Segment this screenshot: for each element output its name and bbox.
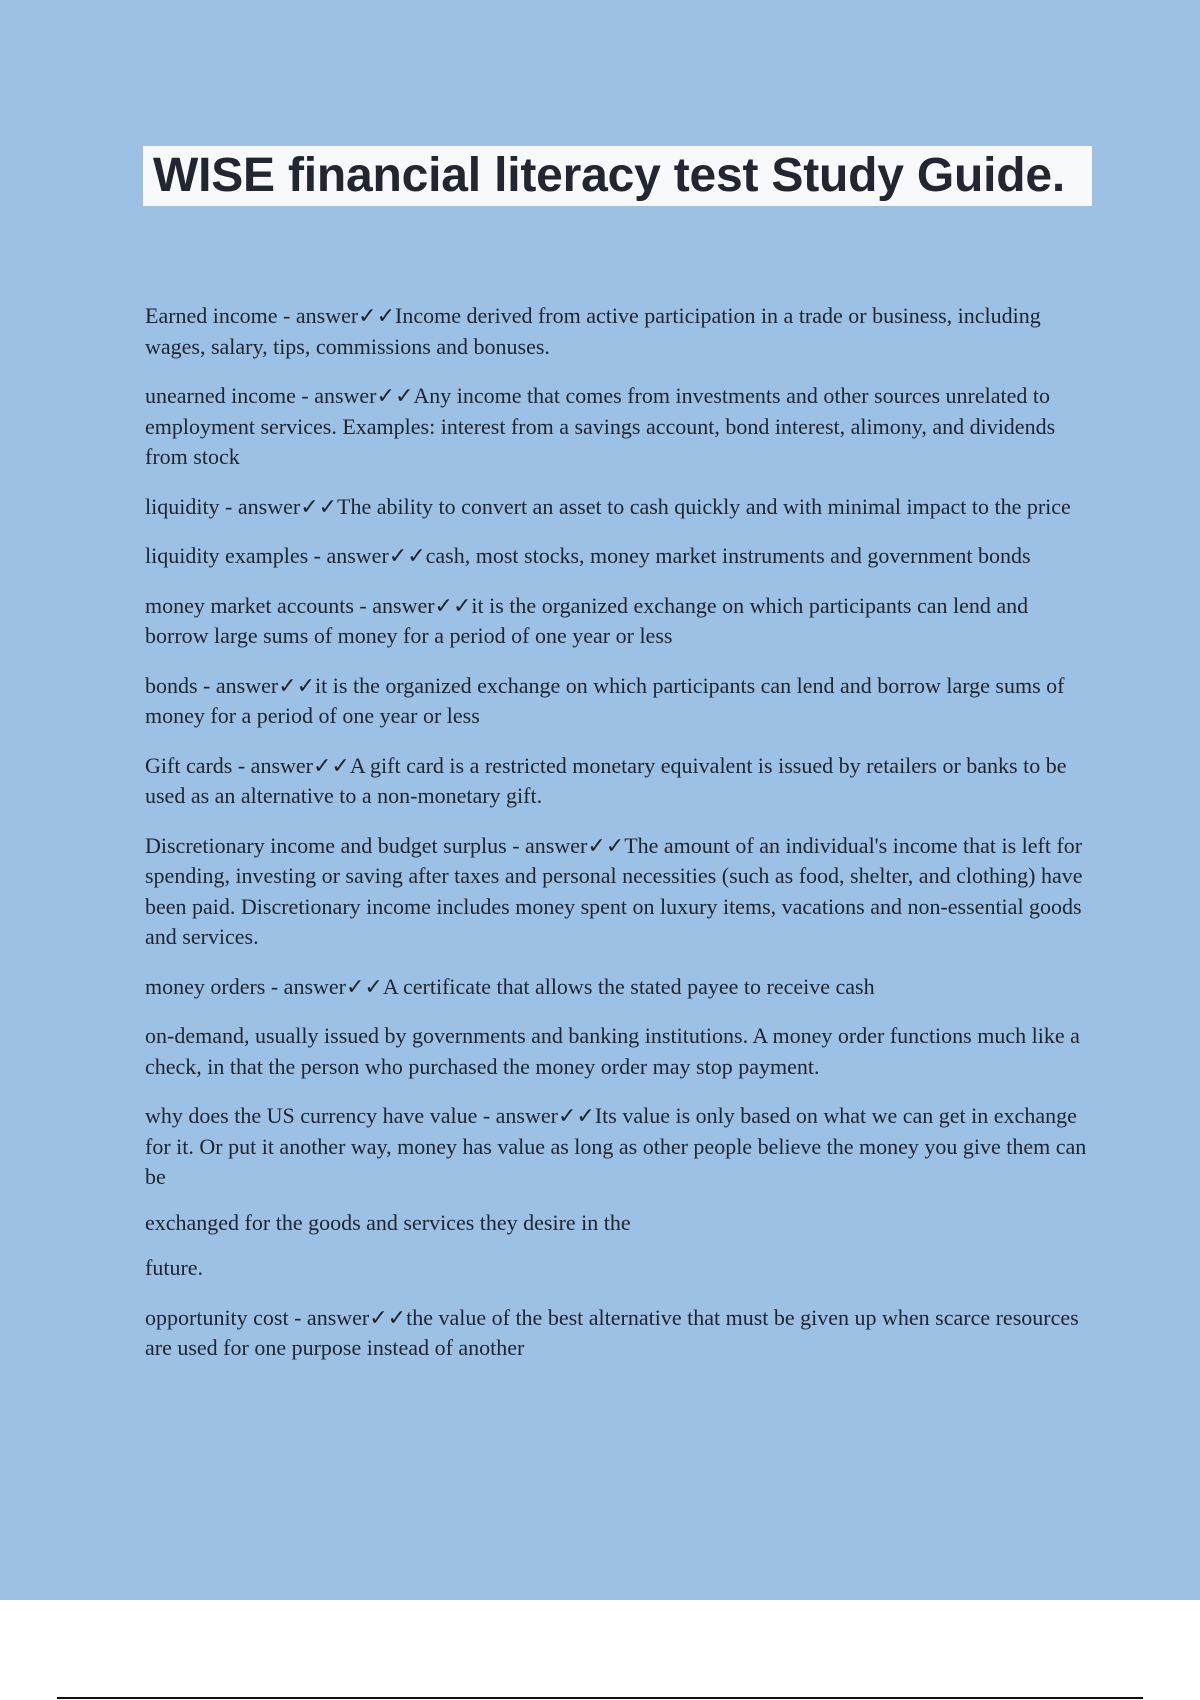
entry-bonds: bonds - answer✓✓it is the organized exchange on which participants can lend and borrow large sums of money for a period of one year or less (145, 672, 1065, 728)
entry-discretionary-income: Discretionary income and budget surplus - answer✓✓The amount of an individual's income that is left for spending, investing or saving after taxes and personal necessities (such as food, shelter, and clothing) have been paid. Discretionary income includes money spent on luxury items, vacations and non-essential goods and services. (145, 832, 1083, 949)
entry-us-currency-value: why does the US currency have value - answer✓✓Its value is only based on what we can get in exchange for it. Or put it another way, money has value as long as other people believe the money you give them can be (145, 1103, 1087, 1189)
entry-liquidity-examples: liquidity examples - answer✓✓cash, most stocks, money market instruments and government bonds (145, 543, 1031, 568)
footer-divider (57, 1697, 1143, 1699)
entry-money-orders-continued: on-demand, usually issued by governments and banking institutions. A money order functions much like a check, in that the person who purchased the money order may stop payment. (145, 1023, 1080, 1079)
entry-money-orders: money orders - answer✓✓A certificate that allows the stated payee to receive cash (145, 973, 875, 999)
entry-gift-cards: Gift cards - answer✓✓A gift card is a restricted monetary equivalent is issued by retailers or banks to be used as an alternative to a non-monetary gift. (145, 752, 1067, 808)
entry-unearned-income: unearned income - answer✓✓Any income that comes from investments and other sources unrelated to employment services. Examples: interest from a savings account, bond interest, alimony, and dividends from stock (145, 383, 1056, 469)
entry-opportunity-cost: opportunity cost - answer✓✓the value of the best alternative that must be given up when scarce resources are used for one purpose instead of another (145, 1304, 1079, 1360)
study-guide-body (145, 301, 1095, 1383)
entry-us-currency-end: future. (145, 1255, 204, 1280)
page-title: WISE financial literacy test Study Guide. (153, 149, 1066, 202)
entry-money-market-accounts: money market accounts - answer✓✓it is the organized exchange on which participants can lend and borrow large sums of money for a period of one year or less (145, 592, 1029, 648)
entry-us-currency-continued: exchanged for the goods and services they desire in the (145, 1209, 631, 1235)
title-banner (143, 146, 1092, 206)
entry-liquidity: liquidity - answer✓✓The ability to convert an asset to cash quickly and with minimal impact to the price (145, 493, 1071, 519)
entry-earned-income: Earned income - answer✓✓Income derived from active participation in a trade or business, including wages, salary, tips, commissions and bonuses. (145, 303, 1041, 359)
